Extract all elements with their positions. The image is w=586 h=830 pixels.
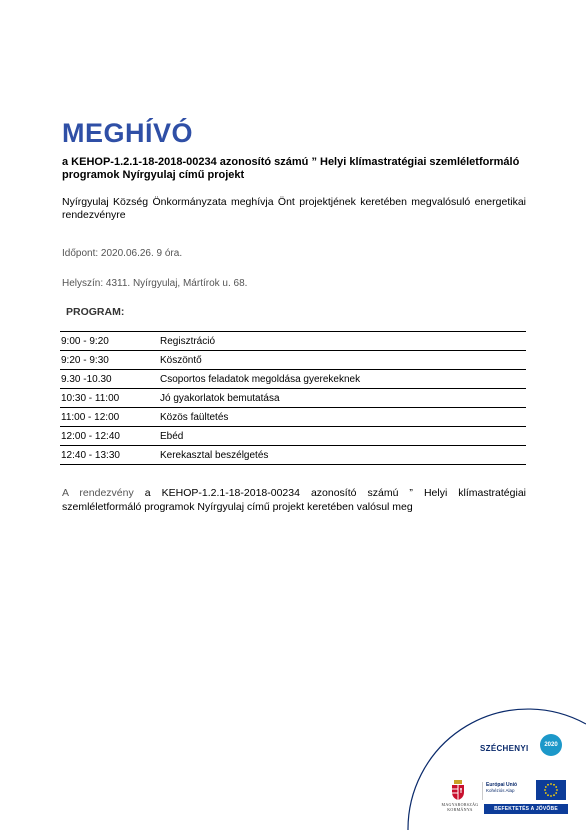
schedule-activity: Csoportos feladatok megoldása gyerekeknek	[159, 370, 526, 389]
closing-rest: a KEHOP-1.2.1-18-2018-00234 azonosító számú ” Helyi klímastratégiai szemléletformáló programok Nyírgyulaj című projekt keretében valósul meg	[62, 487, 526, 513]
schedule-time: 9:20 - 9:30	[60, 351, 159, 370]
schedule-table	[60, 331, 526, 465]
schedule-time: 9:00 - 9:20	[60, 332, 159, 351]
eu-fund-label	[482, 782, 536, 800]
government-label: MAGYARORSZÁG KORMÁNYA	[441, 802, 479, 812]
page-title: MEGHÍVÓ	[62, 118, 194, 148]
table-row	[60, 370, 526, 389]
closing-paragraph	[62, 486, 526, 514]
event-place: Helyszín: 4311. Nyírgyulaj, Mártírok u. 68.	[62, 278, 248, 289]
schedule-activity: Közös faültetés	[159, 408, 526, 427]
eu-line2: Kohéziós Alap	[486, 788, 515, 793]
schedule-time: 12:40 - 13:30	[60, 446, 159, 465]
program-heading: PROGRAM:	[66, 306, 125, 318]
table-row	[60, 446, 526, 465]
schedule-activity: Kerekasztal beszélgetés	[159, 446, 526, 465]
schedule-activity: Köszöntő	[159, 351, 526, 370]
schedule-activity: Regisztráció	[159, 332, 526, 351]
szechenyi-wordmark: SZÉCHENYI	[480, 744, 529, 753]
hungarian-crest-icon	[450, 780, 466, 800]
schedule-time: 10:30 - 11:00	[60, 389, 159, 408]
year-2020-icon: 2020	[540, 734, 562, 756]
intro-text: Nyírgyulaj Község Önkormányzata meghívja Önt projektjének keretében megvalósuló energetikai rendezvényre	[62, 196, 526, 221]
schedule-activity: Ebéd	[159, 427, 526, 446]
table-row	[60, 389, 526, 408]
eu-flag-icon	[536, 780, 566, 800]
invest-banner: BEFEKTETÉS A JÖVŐBE	[484, 804, 568, 814]
closing-lead: A rendezvény	[62, 487, 134, 499]
schedule-time: 9.30 -10.30	[60, 370, 159, 389]
szechenyi-2020-badge	[400, 690, 586, 830]
eu-line1: Európai Unió	[486, 782, 518, 788]
schedule-time: 12:00 - 12:40	[60, 427, 159, 446]
event-time: Időpont: 2020.06.26. 9 óra.	[62, 248, 183, 259]
table-row	[60, 351, 526, 370]
table-row	[60, 408, 526, 427]
table-row	[60, 427, 526, 446]
schedule-time: 11:00 - 12:00	[60, 408, 159, 427]
schedule-activity: Jó gyakorlatok bemutatása	[159, 389, 526, 408]
table-row	[60, 332, 526, 351]
project-subtitle: a KEHOP-1.2.1-18-2018-00234 azonosító számú ” Helyi klímastratégiai szemléletformáló programok Nyírgyulaj című projekt	[62, 156, 520, 181]
